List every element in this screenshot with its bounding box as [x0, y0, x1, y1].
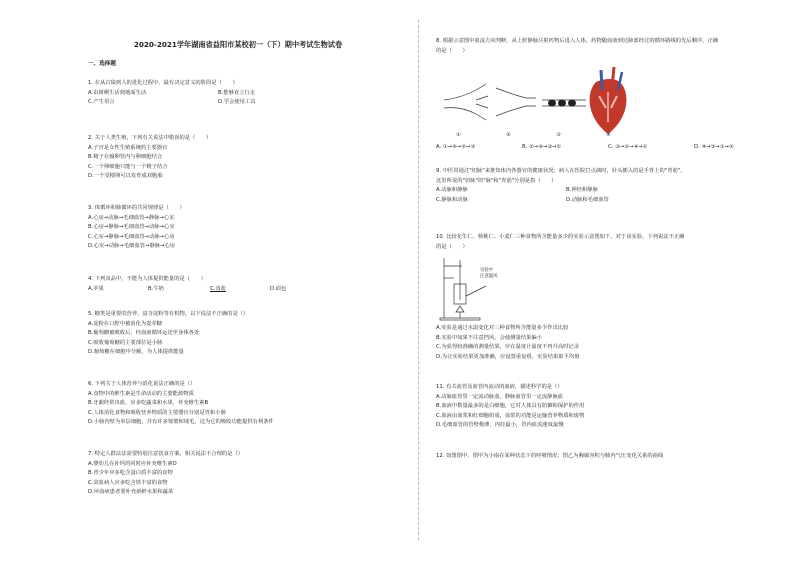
- option-b: B.葡萄糖被吸收后，经血液循环运送至身体各处: [88, 330, 200, 337]
- page-title: 2020-2021学年湖南省益阳市某校初一（下）期中考试生物试卷: [133, 40, 343, 49]
- option-a: A.实验是通过水温变化对三种食物所含能量多少作出比较: [436, 325, 569, 331]
- option-c: C. ③→②→④→①: [608, 144, 648, 150]
- option-a: A.由树栖生活到地面生活: [88, 89, 147, 96]
- question-stem: 10. 比较花生仁、核桃仁、小麦仁三种食物所含能量多少的实验示意图如下，对于该实验，下列说法不正确: [436, 234, 685, 240]
- option-d: D.坏血病患者要补充新鲜水果和蔬菜: [88, 489, 174, 496]
- question-8-options: [436, 143, 776, 153]
- question-stem: 8. 根据示意图中血流方向判断，从上腔静脉注射药物后进入人体，药物随血液到达肺部经过的循环路线的先后顺序，正确: [436, 38, 719, 44]
- question-7: [88, 450, 243, 498]
- question-5: [88, 310, 248, 358]
- question-6: [88, 380, 274, 428]
- question-10-options: [436, 324, 579, 362]
- option-d: D.面包: [270, 285, 287, 292]
- option-a: A.苹果: [88, 285, 104, 292]
- option-b: B.牙龈经常出血，应多吃蔬菜和水果，补充维生素B: [88, 400, 209, 407]
- option-c: C.为获得较准确的测量结果，应在温度计温度不再升高时记录: [436, 344, 580, 351]
- option-a: A.心房→动脉→毛细血管→静脉→心室: [88, 214, 175, 221]
- question-4: [88, 275, 287, 294]
- question-11: [436, 383, 584, 431]
- option-c: C.一个卵细胞只能与一个精子结合: [88, 163, 168, 170]
- question-9: [436, 167, 686, 205]
- question-stem-cont: 的是（ ）: [436, 47, 468, 54]
- option-d: D.毛细血管的管壁极薄、内径最小，管内血流速度最慢: [436, 422, 564, 429]
- option-c: C.血液由血浆和红细胞组成，血浆的功能是运输营养物质和废物: [436, 412, 585, 419]
- option-a: A.食物中的维生素是生命活动的主要能源物质: [88, 390, 194, 397]
- option-a: A. ①→④→②→③: [436, 144, 476, 150]
- option-c: C.食盐: [210, 285, 226, 292]
- question-stem: 5. 糖类是重要的营养，富含淀粉等有机物。以下说法不正确的是（）: [88, 311, 249, 317]
- label-4: ④: [606, 132, 611, 138]
- option-a: A.子宫是女性生殖系统的主要器官: [88, 144, 168, 151]
- question-stem: 12. 如图图中，图甲为小南在某种状态下的呼吸情况；图乙为胸廓容积与肺内气压变化关系的曲线: [436, 453, 664, 459]
- question-stem: 1. 在从古猿到人的进化过程中，最有决定意义的阶段是（ ）: [88, 80, 238, 86]
- option-b: B.血液中数量最多的是白细胞，它对人体具有防御和保护的作用: [436, 403, 585, 410]
- option-d: D. ④→③→①→②: [694, 144, 734, 150]
- option-b: B. ②→④→③→①: [522, 144, 562, 150]
- apparatus-label: [480, 268, 498, 280]
- question-stem: 9. 中医常通过"切脉"来推知体内各器官的健康状况；病人在医院打点滴时，针头插入的是手背上的"青筋"，: [436, 168, 686, 174]
- option-b: B.牛奶: [148, 285, 164, 292]
- question-12: [436, 452, 663, 462]
- option-c: C.产生语言: [88, 99, 115, 106]
- question-stem: 3. 体循环和肺循环的共同规律是（ ）: [88, 205, 185, 211]
- page-divider: [418, 20, 419, 540]
- option-c: C.贫血病人应多吃含铁丰富的食物: [88, 479, 168, 486]
- option-c: C.心室→静脉→毛细血管→动脉→心房: [88, 233, 175, 240]
- label-3: ③: [556, 132, 561, 138]
- option-b: B.青少年应多吃含蛋白质丰富的食物: [88, 470, 173, 477]
- option-a: A.动脉和静脉: [436, 187, 468, 194]
- question-stem: 7. 特定人群法法需要特别注意饮食方案。相关说法不合理的是（）: [88, 451, 244, 457]
- question-stem: 2. 关于人类生殖，下列有关说法中错误的是（ ）: [88, 135, 212, 141]
- question-3: [88, 204, 185, 252]
- option-c: C.吸收葡萄糖的主要部位是小肠: [88, 339, 163, 346]
- option-d: D.小肠内壁为单层细胞，并有许多皱襞和绒毛，这为它的吸收功能提供有利条件: [88, 419, 274, 426]
- figure-labels: [456, 131, 616, 141]
- label-2: ②: [506, 132, 511, 138]
- label-1: ①: [456, 132, 461, 138]
- option-d: D.葡萄糖在细胞中分解，为人体提供能量: [88, 349, 184, 356]
- option-b: B.心房→静脉→毛细血管→动脉→心室: [88, 224, 175, 231]
- option-b: B.精子在输卵管内与卵细胞结合: [88, 154, 163, 161]
- option-a: A.动脉血管里一定流动脉血，静脉血管里一定流静脉血: [436, 393, 564, 400]
- question-stem: 4. 下列食品中，不能为人体提供能量的是（ ）: [88, 276, 206, 282]
- option-c: C.人体消化食物和吸收营养物质的主要器官分别是胃和小肠: [88, 409, 226, 416]
- option-a: A.淀粉在口腔中被消化为麦芽糖: [88, 320, 163, 327]
- apparatus-label-line2: 注意温风: [480, 274, 498, 279]
- question-10: [436, 233, 684, 252]
- question-stem-cont: 这里所说的"切脉"的"脉"和"青筋"分别是指（ ）: [436, 177, 557, 184]
- blood-vessel-diagram: [436, 62, 636, 142]
- option-a: A.婴幼儿在补钙的同时应补充维生素D: [88, 460, 177, 467]
- question-8: [436, 37, 718, 56]
- apparatus-label-line1: 实验中: [480, 268, 494, 273]
- option-b: B.实验中如果不注意挡风，会使测量结果偏小: [436, 334, 542, 341]
- question-stem: 11. 有关血管及血管内流动的血液，描述科学的是（）: [436, 384, 563, 390]
- option-d: D.心室→动脉→毛细血管→静脉→心房: [88, 243, 176, 250]
- option-d: D.动脉和毛细血管: [566, 196, 609, 203]
- apparatus-diagram: [438, 256, 508, 322]
- option-c: C.静脉和动脉: [436, 196, 468, 203]
- option-d: D.学会使用工具: [218, 99, 256, 106]
- option-b: B.神经和静脉: [566, 187, 598, 194]
- option-d: D.一个受精卵可以发育成双胞胎: [88, 173, 163, 180]
- question-1: [88, 79, 256, 108]
- question-2: [88, 134, 211, 182]
- option-b: B.能够直立行走: [218, 89, 256, 96]
- section-heading: 一、选择题: [88, 61, 116, 67]
- option-d: D.为让实验结果更加准确，应设置重复组，实验结果取平均值: [436, 353, 580, 360]
- question-stem-cont: 的是（ ）: [436, 243, 468, 250]
- question-stem: 6. 下列关于人体营养与消化说法正确的是（）: [88, 381, 196, 387]
